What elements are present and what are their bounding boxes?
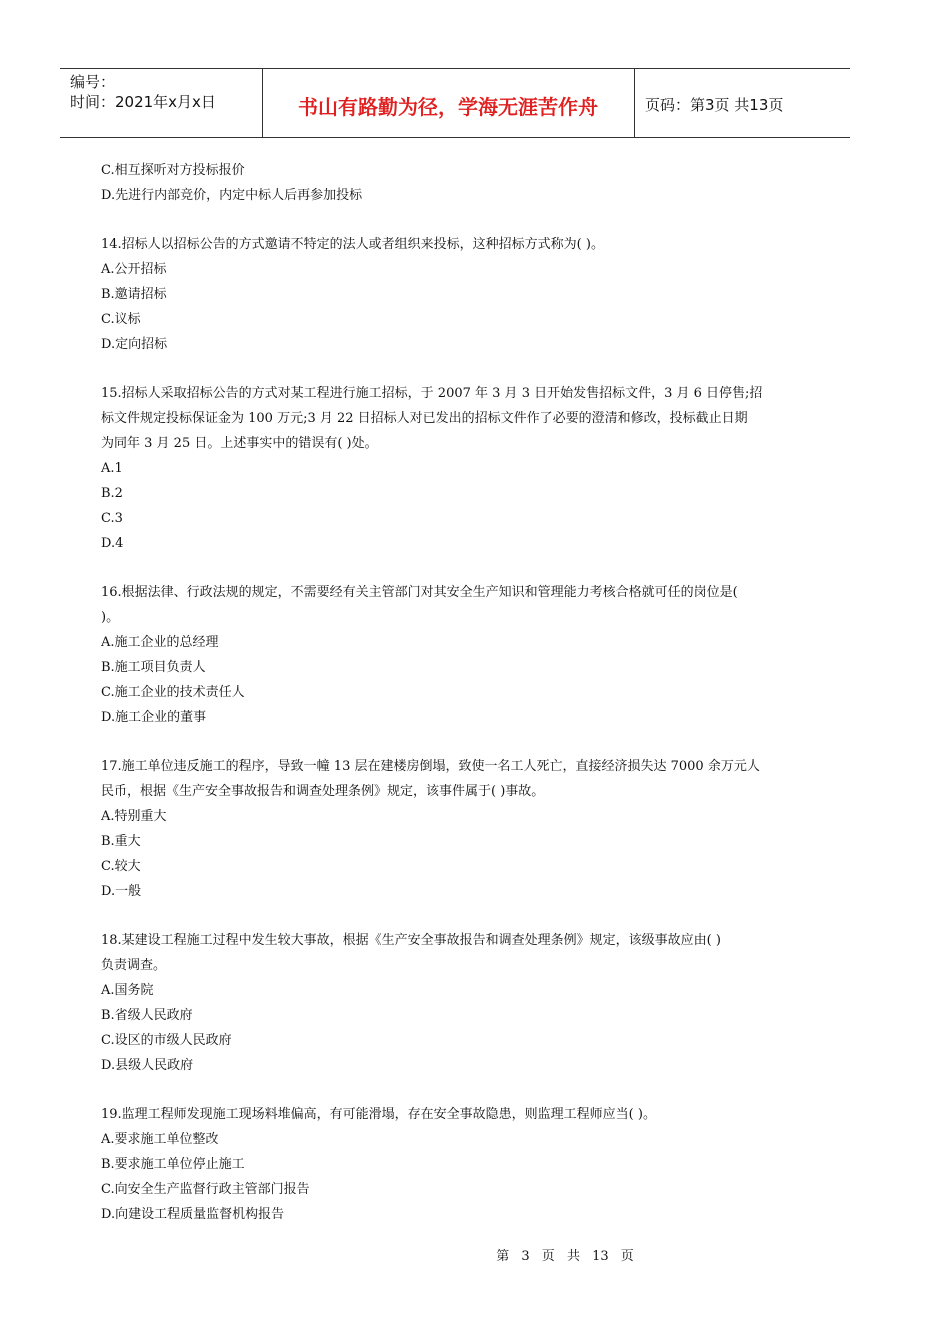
option-line: C.议标 <box>101 312 141 327</box>
option-line: B.2 <box>101 486 123 501</box>
option-line: D.县级人民政府 <box>101 1058 194 1073</box>
question-19: 19.监理工程师发现施工现场料堆偏高，有可能滑塌，存在安全事故隐患，则监理工程师应当( )。 <box>101 1107 656 1122</box>
question-17: 17.施工单位违反施工的程序，导致一幢 13 层在建楼房倒塌，致使一名工人死亡，直接经济损失达 7000 余万元人 <box>101 759 760 774</box>
question-16: )。 <box>101 610 120 625</box>
option-line: B.施工项目负责人 <box>101 660 206 675</box>
option-line: A.公开招标 <box>101 262 167 277</box>
question-14: 14.招标人以招标公告的方式邀请不特定的法人或者组织来投标，这种招标方式称为( )。 <box>101 237 604 252</box>
option-line: B.要求施工单位停止施工 <box>101 1157 245 1172</box>
page-info: 页码：第3页 共13页 <box>645 96 784 114</box>
option-line: D.施工企业的董事 <box>101 710 207 725</box>
option-line: C.3 <box>101 511 123 526</box>
option-line: D.定向招标 <box>101 337 168 352</box>
number-label: 编号： <box>70 73 116 91</box>
footer-page-number: 3 <box>521 1249 530 1264</box>
option-line: C.施工企业的技术责任人 <box>101 685 245 700</box>
header-motto-cell <box>262 69 635 137</box>
option-line: A.1 <box>101 461 123 476</box>
option-line: B.省级人民政府 <box>101 1008 193 1023</box>
page-header <box>60 68 850 138</box>
option-line: D.一般 <box>101 884 142 899</box>
page-footer <box>0 1245 950 1264</box>
header-page-cell <box>635 69 850 137</box>
option-line: C.向安全生产监督行政主管部门报告 <box>101 1182 310 1197</box>
motto: 书山有路勤为径，学海无涯苦作舟 <box>298 95 598 119</box>
option-line: D.向建设工程质量监督机构报告 <box>101 1207 285 1222</box>
footer-di: 第 <box>496 1249 510 1264</box>
header-meta-cell <box>60 69 263 137</box>
question-15: 为同年 3 月 25 日。上述事实中的错误有( )处。 <box>101 436 378 451</box>
time-label: 时间：2021年x月x日 <box>70 93 216 111</box>
footer-gong: 共 <box>566 1249 580 1264</box>
option-line: C.设区的市级人民政府 <box>101 1033 232 1048</box>
option-line: A.特别重大 <box>101 809 167 824</box>
option-line: C.相互探听对方投标报价 <box>101 163 245 178</box>
question-15: 标文件规定投标保证金为 100 万元;3 月 22 日招标人对已发出的招标文件作了必要的澄清和修改，投标截止日期 <box>101 411 748 426</box>
question-15: 15.招标人采取招标公告的方式对某工程进行施工招标，于 2007 年 3 月 3 日开始发售招标文件，3 月 6 日停售;招 <box>101 386 763 401</box>
option-line: C.较大 <box>101 859 141 874</box>
footer-ye: 页 <box>541 1249 555 1264</box>
option-line: A.国务院 <box>101 983 154 998</box>
option-line: B.重大 <box>101 834 141 849</box>
question-18: 18.某建设工程施工过程中发生较大事故，根据《生产安全事故报告和调查处理条例》规定，该级事故应由( ) <box>101 933 721 948</box>
document-body <box>101 158 821 1227</box>
option-line: D.4 <box>101 536 124 551</box>
footer-ye: 页 <box>620 1249 634 1264</box>
option-line: A.施工企业的总经理 <box>101 635 219 650</box>
question-16: 16.根据法律、行政法规的规定，不需要经有关主管部门对其安全生产知识和管理能力考核合格就可任的岗位是( <box>101 585 738 600</box>
option-line: D.先进行内部竞价，内定中标人后再参加投标 <box>101 188 363 203</box>
question-17: 民币，根据《生产安全事故报告和调查处理条例》规定，该事件属于( )事故。 <box>101 784 545 799</box>
option-line: B.邀请招标 <box>101 287 167 302</box>
footer-total-pages: 13 <box>592 1249 609 1264</box>
question-18: 负责调查。 <box>101 958 167 973</box>
option-line: A.要求施工单位整改 <box>101 1132 219 1147</box>
